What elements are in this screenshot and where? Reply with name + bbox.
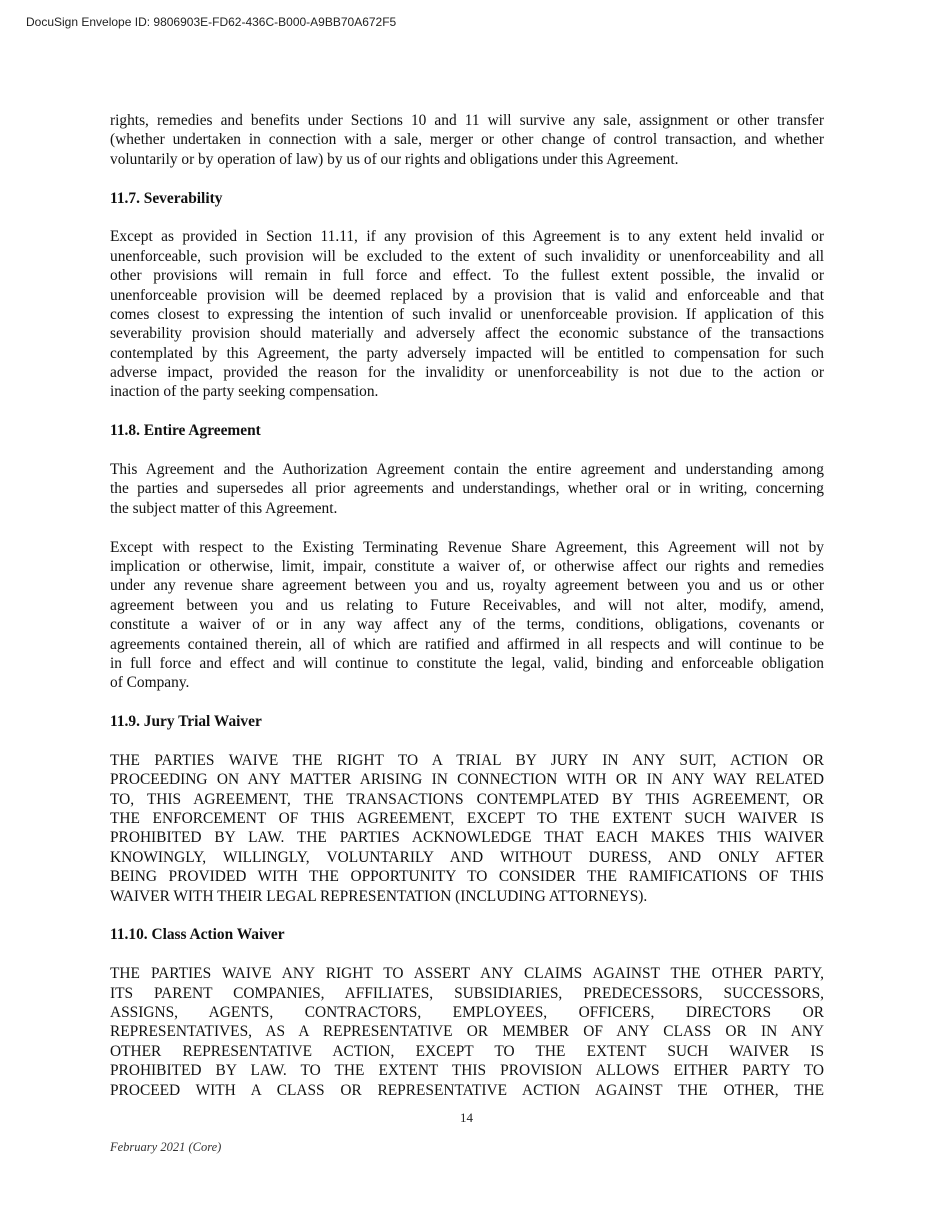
text-line: unenforceable, such provision will be excluded to the extent of such invalidity or unenforceability and all bbox=[110, 247, 824, 265]
section-heading-entire-agreement: 11.8. Entire Agreement bbox=[110, 422, 261, 440]
text-line: THE PARTIES WAIVE THE RIGHT TO A TRIAL BY JURY IN ANY SUIT, ACTION OR bbox=[110, 751, 824, 769]
text-line: implication or otherwise, limit, impair, constitute a waiver of, or otherwise affect our rights and remedies bbox=[110, 557, 824, 575]
text-line: unenforceable provision will be deemed replaced by a provision that is valid and enforceable and that bbox=[110, 286, 824, 304]
envelope-id: DocuSign Envelope ID: 9806903E-FD62-436C-B000-A9BB70A672F5 bbox=[26, 15, 397, 29]
section-heading-jury-trial-waiver: 11.9. Jury Trial Waiver bbox=[110, 713, 262, 731]
text-line: other provisions will remain in full force and effect. To the fullest extent possible, the invalid or bbox=[110, 267, 824, 285]
text-line: rights, remedies and benefits under Sections 10 and 11 will survive any sale, assignment or other transfer bbox=[110, 112, 824, 129]
text-line: severability provision should materially and adversely affect the economic substance of the transactions bbox=[110, 325, 824, 343]
text-line: ITS PARENT COMPANIES, AFFILIATES, SUBSIDIARIES, PREDECESSORS, SUCCESSORS, bbox=[110, 984, 824, 1002]
text-line: adverse impact, provided the reason for the invalidity or unenforceability is not due to the action or bbox=[110, 364, 824, 382]
text-line: Except as provided in Section 11.11, if any provision of this Agreement is to any extent held invalid or bbox=[110, 228, 824, 246]
text-line: agreements contained therein, all of which are ratified and affirmed in all respects and will continue to be bbox=[110, 635, 824, 653]
entire-agreement-paragraph-1 bbox=[110, 460, 824, 518]
text-line: under any revenue share agreement between you and us, royalty agreement between you and us or other bbox=[110, 577, 824, 595]
text-line: THE PARTIES WAIVE ANY RIGHT TO ASSERT ANY CLAIMS AGAINST THE OTHER PARTY, bbox=[110, 965, 824, 983]
text-line: KNOWINGLY, WILLINGLY, VOLUNTARILY AND WITHOUT DURESS, AND ONLY AFTER bbox=[110, 848, 824, 866]
text-line: WAIVER WITH THEIR LEGAL REPRESENTATION (INCLUDING ATTORNEYS). bbox=[110, 887, 648, 905]
text-line: TO, THIS AGREEMENT, THE TRANSACTIONS CONTEMPLATED BY THIS AGREEMENT, OR bbox=[110, 790, 824, 808]
text-line: the parties and supersedes all prior agreements and understandings, whether oral or in writing, concerning bbox=[110, 480, 824, 498]
text-line: REPRESENTATIVES, AS A REPRESENTATIVE OR MEMBER OF ANY CLASS OR IN ANY bbox=[110, 1023, 824, 1041]
text-line: of Company. bbox=[110, 674, 190, 692]
text-line: PROHIBITED BY LAW. TO THE EXTENT THIS PROVISION ALLOWS EITHER PARTY TO bbox=[110, 1062, 824, 1080]
text-line: constitute a waiver of or in any way affect any of the terms, conditions, obligations, covenants or bbox=[110, 616, 824, 634]
text-line: Except with respect to the Existing Terminating Revenue Share Agreement, this Agreement will not by bbox=[110, 538, 824, 556]
text-line: in full force and effect and will continue to constitute the legal, valid, binding and enforceable obligation bbox=[110, 654, 824, 672]
text-line: agreement between you and us relating to Future Receivables, and will not alter, modify, amend, bbox=[110, 596, 824, 614]
document-body bbox=[110, 111, 824, 1119]
text-line: OTHER REPRESENTATIVE ACTION, EXCEPT TO THE EXTENT SUCH WAIVER IS bbox=[110, 1042, 824, 1060]
page-number: 14 bbox=[460, 1110, 473, 1125]
entire-agreement-paragraph-2 bbox=[110, 538, 824, 693]
section-heading-severability: 11.7. Severability bbox=[110, 189, 223, 207]
text-line: THE ENFORCEMENT OF THIS AGREEMENT, EXCEPT TO THE EXTENT SUCH WAIVER IS bbox=[110, 810, 824, 828]
text-line: comes closest to expressing the intention of such invalid or unenforceable provision. If application of this bbox=[110, 305, 824, 323]
text-line: voluntarily or by operation of law) by us of our rights and obligations under this Agreement. bbox=[110, 150, 679, 168]
section-heading-class-action-waiver: 11.10. Class Action Waiver bbox=[110, 926, 285, 944]
text-line: PROHIBITED BY LAW. THE PARTIES ACKNOWLEDGE THAT EACH MAKES THIS WAIVER bbox=[110, 829, 824, 847]
text-line: PROCEED WITH A CLASS OR REPRESENTATIVE ACTION AGAINST THE OTHER, THE bbox=[110, 1081, 824, 1099]
intro-paragraph bbox=[110, 111, 824, 169]
text-line: BEING PROVIDED WITH THE OPPORTUNITY TO CONSIDER THE RAMIFICATIONS OF THIS bbox=[110, 868, 824, 886]
text-line: inaction of the party seeking compensation. bbox=[110, 383, 379, 401]
severability-paragraph bbox=[110, 227, 824, 402]
footer-date: February 2021 (Core) bbox=[110, 1140, 222, 1154]
text-line: contemplated by this Agreement, the party adversely impacted will be entitled to compensation for such bbox=[110, 344, 824, 362]
jury-trial-waiver-paragraph bbox=[110, 751, 824, 906]
text-line: ASSIGNS, AGENTS, CONTRACTORS, EMPLOYEES, OFFICERS, DIRECTORS OR bbox=[110, 1003, 824, 1021]
text-line: This Agreement and the Authorization Agreement contain the entire agreement and understanding among bbox=[110, 461, 824, 479]
text-line: the subject matter of this Agreement. bbox=[110, 499, 338, 517]
text-line: (whether undertaken in connection with a sale, merger or other change of control transaction, and whether bbox=[110, 131, 824, 149]
text-line: PROCEEDING ON ANY MATTER ARISING IN CONNECTION WITH OR IN ANY WAY RELATED bbox=[110, 771, 824, 789]
class-action-waiver-paragraph bbox=[110, 964, 824, 1100]
